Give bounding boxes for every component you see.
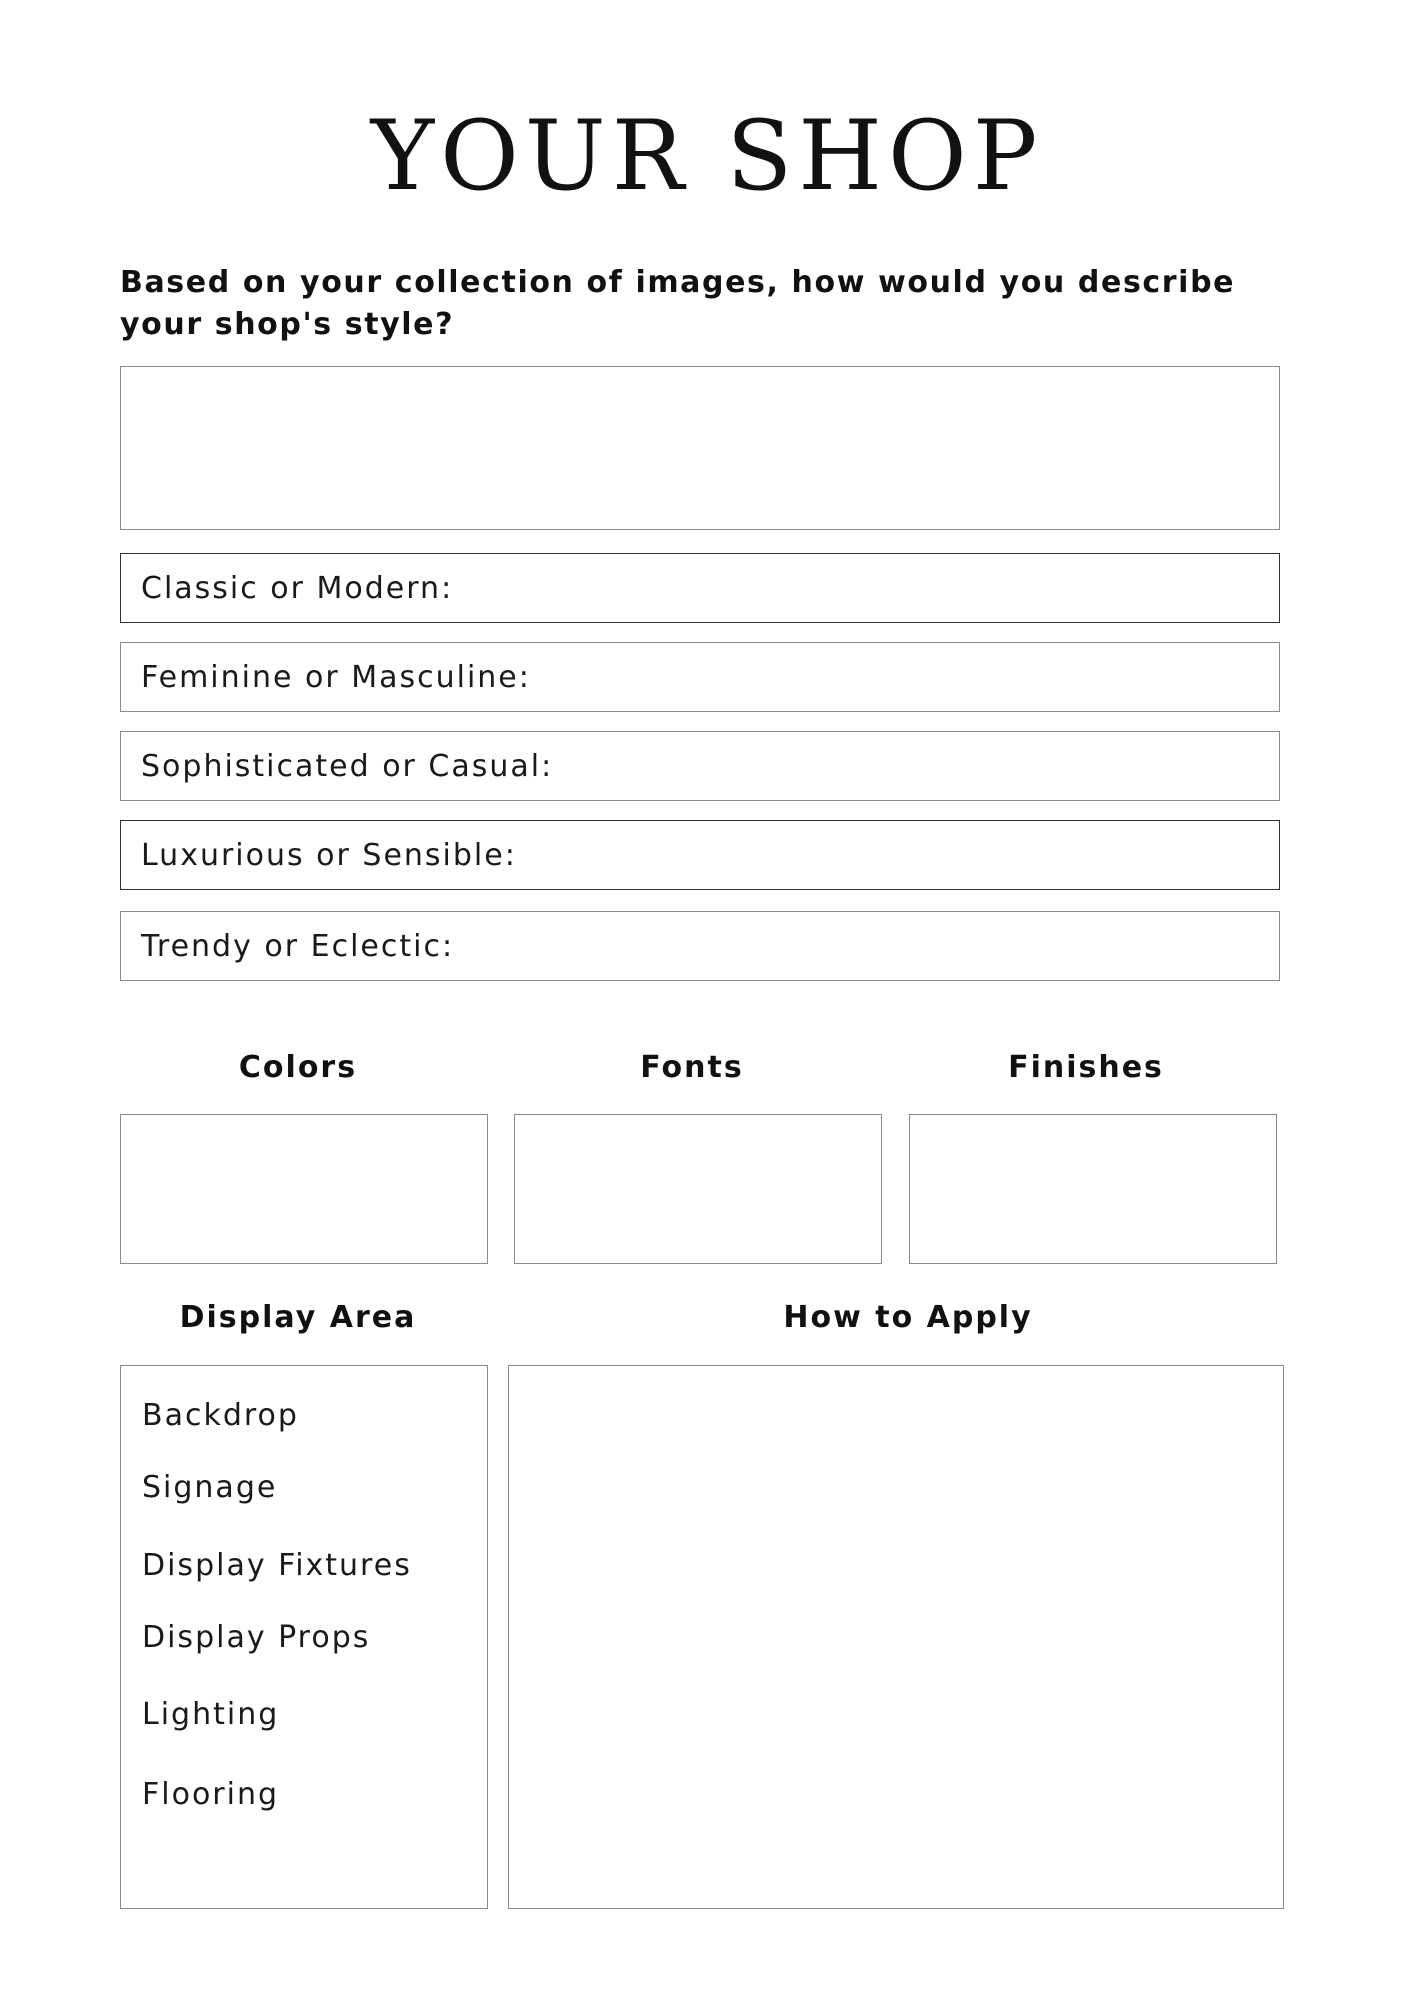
display-item-backdrop: Backdrop [142,1398,299,1433]
how-to-apply-box[interactable] [508,1365,1284,1909]
finishes-box[interactable] [909,1114,1277,1264]
display-item-display-props: Display Props [142,1620,371,1655]
fonts-heading: Fonts [640,1050,744,1085]
page-title: YOUR SHOP [370,100,1044,212]
field-label: Classic or Modern: [141,570,454,606]
field-feminine-or-masculine[interactable] [120,642,1280,712]
fonts-box[interactable] [514,1114,882,1264]
colors-box[interactable] [120,1114,488,1264]
display-area-heading: Display Area [179,1300,417,1335]
style-description-box[interactable] [120,366,1280,530]
field-sophisticated-or-casual[interactable] [120,731,1280,801]
how-to-apply-heading: How to Apply [783,1300,1033,1335]
field-label: Trendy or Eclectic: [141,928,455,964]
style-question: Based on your collection of images, how would you describe your shop's style? [120,265,1236,342]
display-item-signage: Signage [142,1470,278,1505]
field-label: Feminine or Masculine: [141,659,531,695]
field-trendy-or-eclectic[interactable] [120,911,1280,981]
field-luxurious-or-sensible[interactable] [120,820,1280,890]
field-classic-or-modern[interactable] [120,553,1280,623]
field-label: Sophisticated or Casual: [141,748,554,784]
display-item-lighting: Lighting [142,1697,280,1732]
field-label: Luxurious or Sensible: [141,837,517,873]
display-item-flooring: Flooring [142,1777,280,1812]
finishes-heading: Finishes [1008,1050,1164,1085]
display-item-display-fixtures: Display Fixtures [142,1548,412,1583]
colors-heading: Colors [238,1050,358,1085]
